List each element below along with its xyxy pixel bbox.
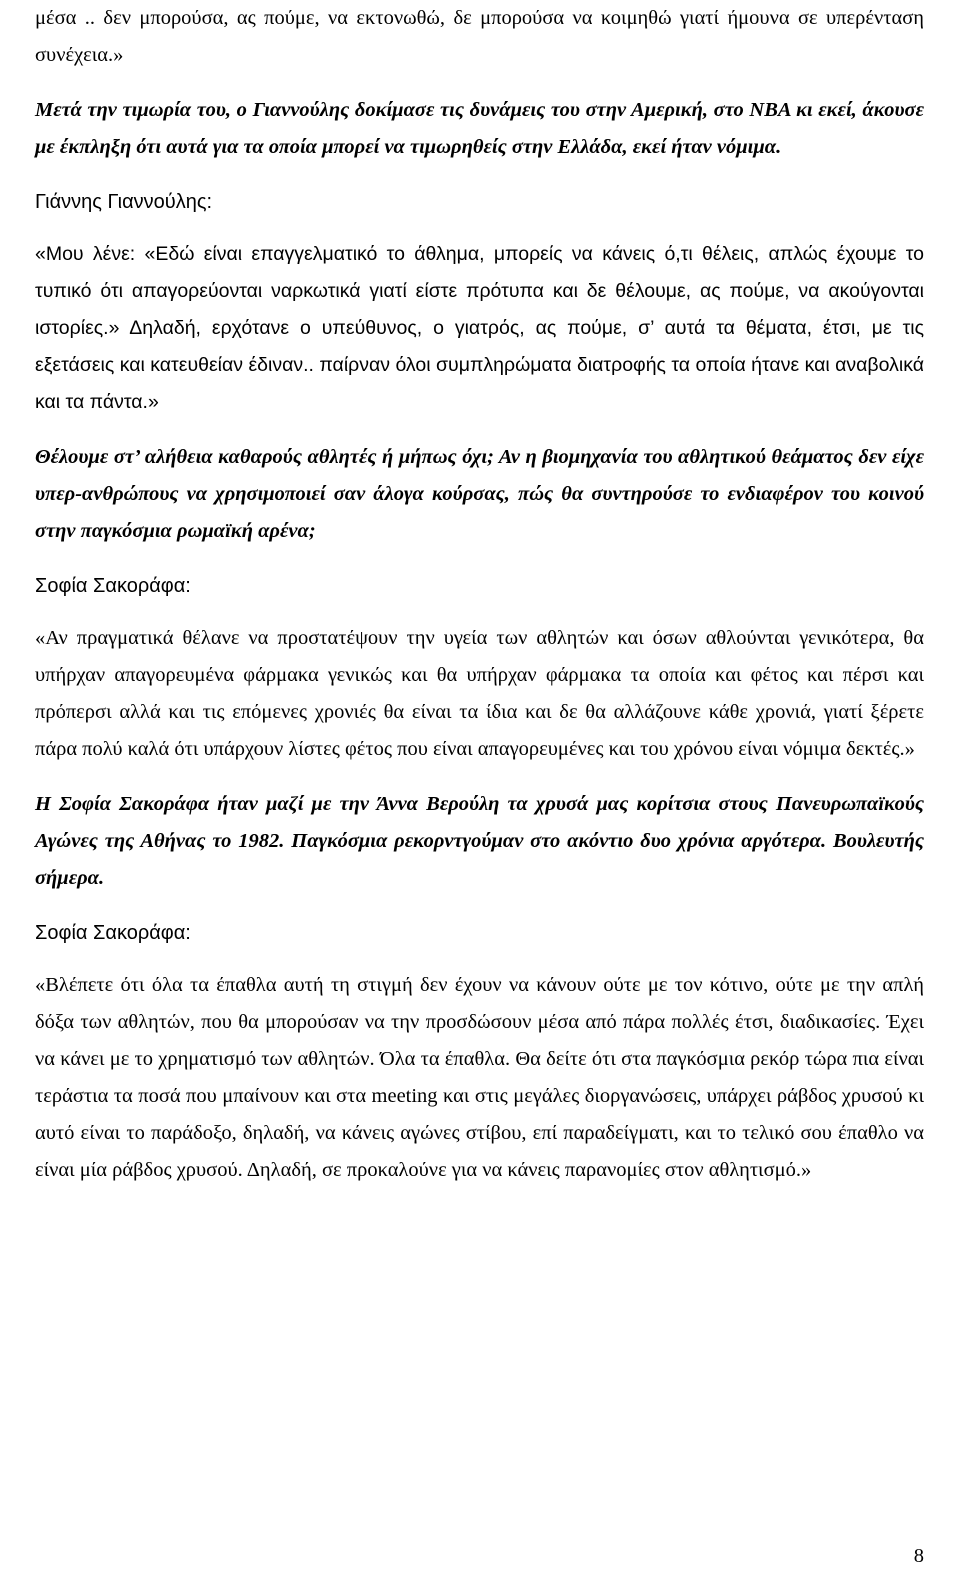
page-number: 8 [913, 1545, 924, 1567]
narration-paragraph-1: Μετά την τιμωρία του, ο Γιαννούλης δοκίμασε τις δυνάμεις του στην Αμερική, στο ΝΒΑ κι εκεί, άκουσε με έκπληξη ότι αυτά για τα οποία μπορεί να τιμωρηθείς στην Ελλάδα, εκεί ήταν νόμιμα. [35, 99, 924, 158]
speaker-label-1: Γιάννης Γιαννούλης: [35, 191, 213, 213]
narration-paragraph-3: Η Σοφία Σακοράφα ήταν μαζί με την Άννα Βερούλη τα χρυσά μας κορίτσια στους Πανευρωπαϊκούς Αγώνες της Αθήνας το 1982. Παγκόσμια ρεκορντγούμαν στο ακόντιο δυο χρόνια αργότερα. Βουλευτής σήμερα. [35, 793, 924, 889]
quote-paragraph-2: «Αν πραγματικά θέλανε να προστατέψουν την υγεία των αθλητών και όσων αθλούνται γενικότερα, θα υπήρχαν απαγορευμένα φάρμακα γενικώς και θα υπήρχαν φάρμακα τα οποία και φέτος και πέρσι και πρόπερσι αλλά και τις επόμενες χρονιές θα είναι τα ίδια και δε θα αλλάζουνε κάθε χρονιά, γιατί ξέρετε πάρα πολύ καλά ότι υπάρχουν λίστες φέτος που είναι απαγορευμένες και του χρόνου είναι νόμιμα δεκτές.» [35, 627, 924, 760]
document-page [35, 0, 924, 1189]
quote-paragraph-1: «Μου λένε: «Εδώ είναι επαγγελματικό το άθλημα, μπορείς να κάνεις ό,τι θέλεις, απλώς έχουμε το τυπικό ότι απαγορεύονται ναρκωτικά γιατί είστε πρότυπα και δε θέλουμε, ας πούμε, να ακούγονται ιστορίες.» Δηλαδή, ερχότανε ο υπεύθυνος, ο γιατρός, ας πούμε, σ’ αυτά τα θέματα, έτσι, με τις εξετάσεις και κατευθείαν έδιναν.. παίρναν όλοι συμπληρώματα διατροφής τα οποία ήτανε και αναβολικά και τα πάντα.» [35, 243, 924, 413]
quote-paragraph-3: «Βλέπετε ότι όλα τα έπαθλα αυτή τη στιγμή δεν έχουν να κάνουν ούτε με τον κότινο, ούτε με την απλή δόξα των αθλητών, που θα μπορούσαν να την προσδώσουν μέσα από πάρα πολλές έτσι, διαδικασίες. Έχει να κάνει με το χρηματισμό των αθλητών. Όλα τα έπαθλα. Θα δείτε ότι στα παγκόσμια ρεκόρ τώρα πια είναι τεράστια τα ποσά που μπαίνουν και στα meeting και στις μεγάλες διοργανώσεις, υπάρχει ράβδος χρυσού κι αυτό είναι το παράδοξο, δηλαδή, να κάνεις αγώνες στίβου, επί παραδείγματι, και το τελικό σου έπαθλο να είναι μία ράβδος χρυσού. Δηλαδή, σε προκαλούνε για να κάνεις παρανομίες στον αθλητισμό.» [35, 974, 924, 1181]
speaker-label-3: Σοφία Σακοράφα: [35, 922, 191, 944]
narration-paragraph-2: Θέλουμε στ’ αλήθεια καθαρούς αθλητές ή μήπως όχι; Αν η βιομηχανία του αθλητικού θεάματος δεν είχε υπερ-ανθρώπους να χρησιμοποιεί σαν άλογα κούρσας, πώς θα συντηρούσε το ενδιαφέρον του κοινού στην παγκόσμια ρωμαϊκή αρένα; [35, 446, 924, 542]
speaker-label-2: Σοφία Σακοράφα: [35, 575, 191, 597]
intro-fragment-paragraph: μέσα .. δεν μπορούσα, ας πούμε, να εκτονωθώ, δε μπορούσα να κοιμηθώ γιατί ήμουνα σε υπερένταση συνέχεια.» [35, 7, 924, 66]
